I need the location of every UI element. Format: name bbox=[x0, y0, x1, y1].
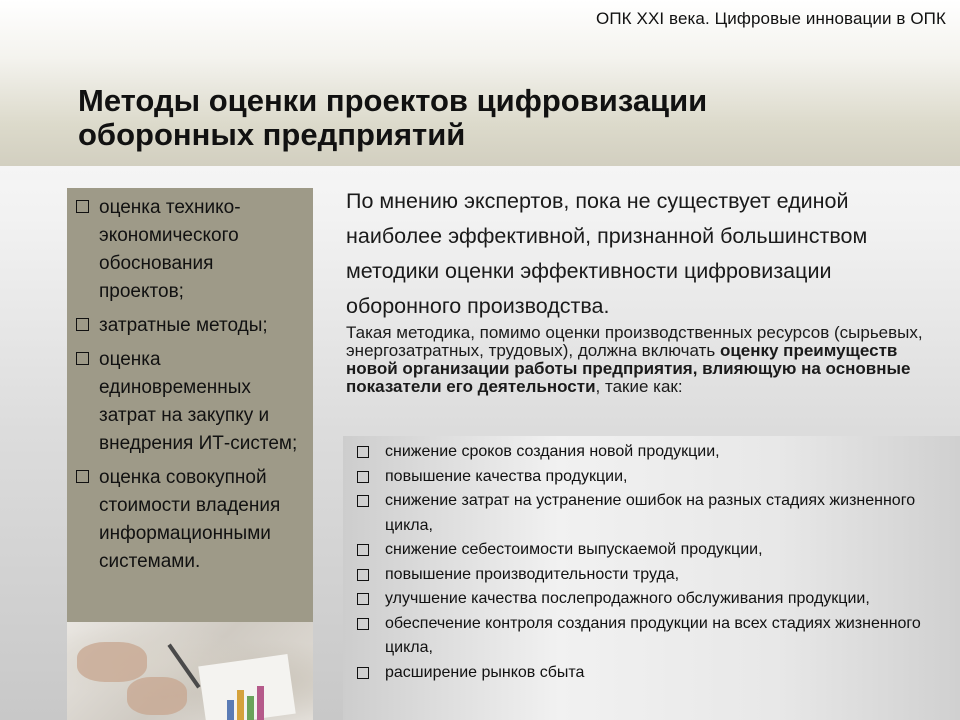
methods-list bbox=[75, 194, 303, 576]
list-item bbox=[357, 538, 925, 563]
chart-bar bbox=[237, 690, 244, 720]
checkbox-bullet-icon bbox=[76, 352, 89, 365]
body-paragraph bbox=[346, 324, 946, 396]
body-part-2: , такие как: bbox=[595, 377, 683, 396]
checkbox-bullet-icon bbox=[357, 544, 369, 556]
benefit-text: улучшение качества послепродажного обслуживания продукции, bbox=[385, 590, 870, 607]
list-item bbox=[357, 465, 925, 490]
benefit-text: повышение производительности труда, bbox=[385, 565, 680, 583]
list-item bbox=[357, 489, 925, 538]
hand-shape bbox=[77, 642, 147, 682]
checkbox-bullet-icon bbox=[76, 200, 89, 213]
hand-shape bbox=[127, 677, 187, 715]
business-meeting-photo bbox=[67, 622, 313, 720]
benefit-text: снижение затрат на устранение ошибок на разных стадиях жизненного цикла, bbox=[385, 492, 916, 534]
slide-tagline: ОПК XXI века. Цифровые инновации в ОПК bbox=[596, 9, 946, 28]
benefits-list bbox=[343, 436, 960, 685]
chart-bar bbox=[257, 686, 264, 720]
list-item bbox=[357, 612, 925, 661]
checkbox-bullet-icon bbox=[357, 471, 369, 483]
body-bold: оценку преимуществ новой организации работы предприятия, влияющую на основные показатели его деятельности bbox=[346, 341, 911, 396]
title-line-2: оборонных предприятий bbox=[78, 117, 466, 152]
checkbox-bullet-icon bbox=[76, 318, 89, 331]
checkbox-bullet-icon bbox=[357, 569, 369, 581]
title-line-1: Методы оценки проектов цифровизации bbox=[78, 83, 708, 118]
checkbox-bullet-icon bbox=[76, 470, 89, 483]
method-text: оценка технико-экономического обоснования проектов; bbox=[99, 197, 241, 302]
benefit-text: расширение рынков сбыта bbox=[385, 663, 585, 681]
benefit-text: снижение сроков создания новой продукции, bbox=[385, 443, 720, 460]
header-band bbox=[0, 0, 960, 166]
lead-paragraph: По мнению экспертов, пока не существует единой наиболее эффективной, признанной большинством методики оценки эффективности цифровизации оборонного производства. bbox=[346, 189, 868, 318]
benefit-text: повышение качества продукции, bbox=[385, 467, 628, 485]
checkbox-bullet-icon bbox=[357, 495, 369, 507]
method-text: оценка единовременных затрат на закупку и внедрения ИТ-систем; bbox=[99, 349, 298, 454]
checkbox-bullet-icon bbox=[357, 667, 369, 679]
benefits-panel bbox=[343, 436, 960, 720]
chart-bar bbox=[247, 696, 254, 720]
chart-bar bbox=[227, 700, 234, 720]
checkbox-bullet-icon bbox=[357, 593, 369, 605]
slide-title bbox=[78, 84, 707, 152]
list-item bbox=[75, 194, 303, 306]
list-item bbox=[75, 312, 303, 340]
method-text: оценка совокупной стоимости владения информационными системами. bbox=[99, 467, 281, 572]
methods-panel bbox=[67, 188, 313, 622]
body-part-1: Такая методика, помимо оценки производственных ресурсов (сырьевых, энергозатратных, трудовых), должна включать bbox=[346, 323, 923, 360]
list-item bbox=[357, 587, 925, 612]
checkbox-bullet-icon bbox=[357, 618, 369, 630]
list-item bbox=[75, 464, 303, 576]
checkbox-bullet-icon bbox=[357, 446, 369, 458]
list-item bbox=[357, 661, 925, 686]
list-item bbox=[357, 563, 925, 588]
benefit-text: снижение себестоимости выпускаемой продукции, bbox=[385, 541, 763, 558]
method-text: затратные методы; bbox=[99, 315, 268, 336]
benefit-text: обеспечение контроля создания продукции на всех стадиях жизненного цикла, bbox=[385, 614, 921, 656]
list-item bbox=[75, 346, 303, 458]
list-item bbox=[357, 440, 925, 465]
